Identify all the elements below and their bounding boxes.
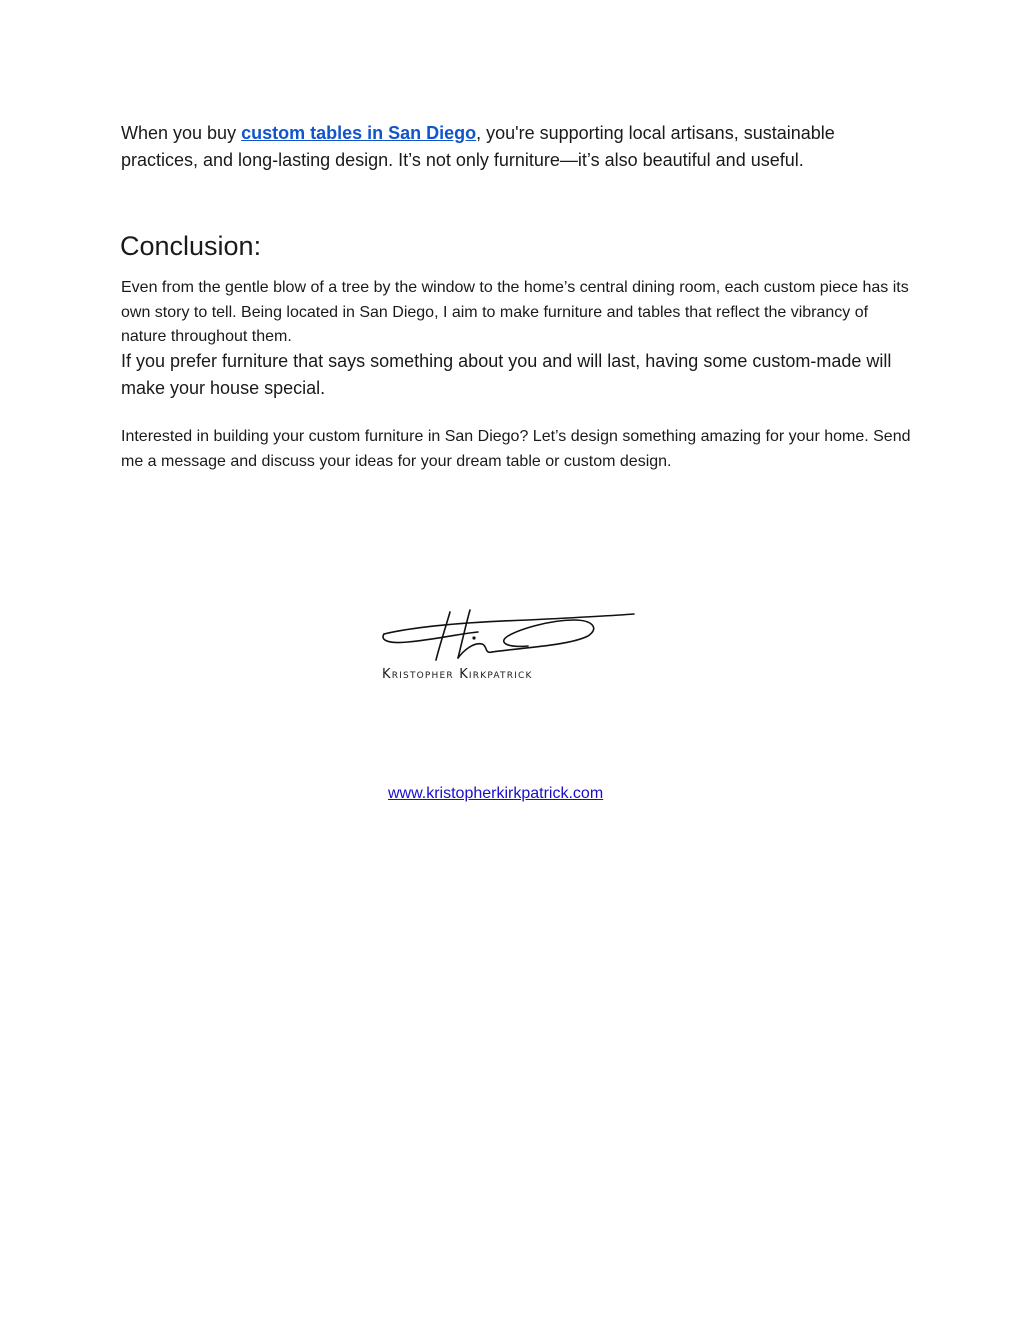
intro-prefix: When you buy: [121, 123, 242, 143]
website-link[interactable]: www.kristopherkirkpatrick.com: [388, 785, 604, 802]
interested-paragraph: Interested in building your custom furniture in San Diego? Let’s design something amazing for your home. Send me a message and discuss your ideas for your dream table or custom design.: [121, 428, 911, 470]
custom-tables-link[interactable]: custom tables in San Diego: [241, 123, 477, 143]
intro-suffix: , you're supporting local artisans, sustainable practices, and long-lasting design. It’s not only furniture—it’s also beautiful and useful.: [121, 123, 835, 170]
signature-name: Kristopher Kirkpatrick: [382, 667, 533, 682]
story-paragraph: Even from the gentle blow of a tree by the window to the home’s central dining room, each custom piece has its own story to tell. Being located in San Diego, I aim to make furniture and tables that reflect the vibrancy of nature throughout them.: [121, 279, 909, 345]
intro-paragraph: [121, 120, 911, 173]
prefer-paragraph: If you prefer furniture that says something about you and will last, having some custom-made will make your house special.: [121, 351, 892, 398]
conclusion-heading: Conclusion:: [120, 231, 262, 261]
